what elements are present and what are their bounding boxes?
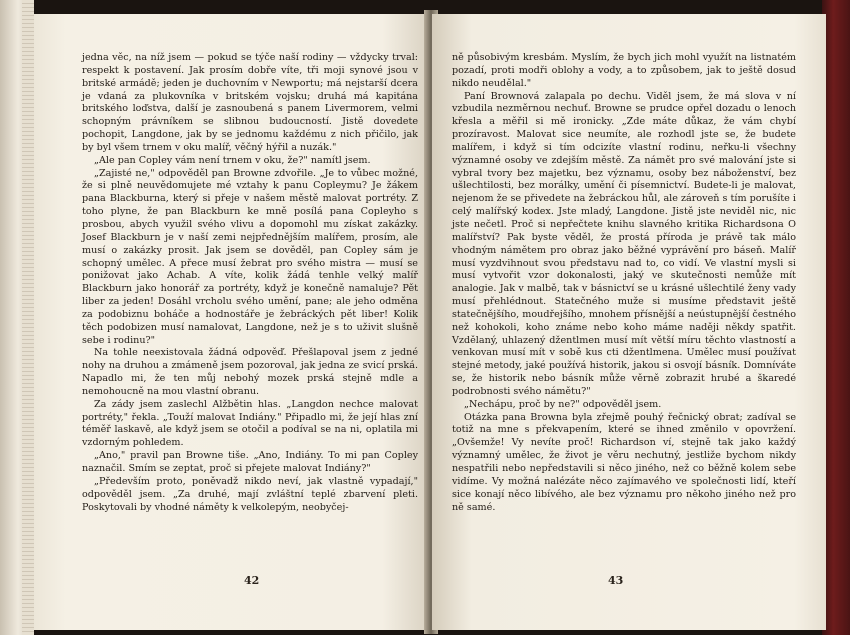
paragraph: „Ale pan Copley vám není trnem v oku, že?" namítl jsem.	[94, 154, 371, 166]
page-number-right: 43	[608, 574, 624, 587]
paragraph: „Nechápu, proč by ne?" odpověděl jsem.	[464, 398, 662, 410]
paragraph: „Zajisté ne," odpověděl pan Browne zdvořile. „Je to vůbec možné, že si plně neuvědomujete mé vztahy k panu Copleymu? Je žákem pana Blackburna, který si přeje v našem městě malovat portréty. Z toho plyne, že pan Blackburn ke mně posílá pana Copleyho s prosbou, abych využil svého vlivu a dopomohl mu získat zakázky. Josef Blackburn je v naší zemi nejpřednějším malířem, prosím, ale musí o zakázky prosit. Jak jsem se dověděl, pan Copley sám je schopný umělec. A přece musí žebrat pro svého mistra — musí se ponižovat jako Achab. A víte, kolik žádá tenhle velký malíř Blackburn jako honorář za portréty, když je konečně namaluje? Pět liber za jeden! Dosáhl vrcholu svého umění, pane; ale jeho odměna za podobiznu boháče a hodnostáře je žebráckých pět liber! Kolik těch podobizen musí namalovat, Langdone, než je s to uživit slušně sebe i rodinu?"	[82, 167, 418, 346]
right-page	[432, 14, 826, 630]
book-cover-right	[822, 0, 850, 635]
paragraph: jedna věc, na níž jsem — pokud se týče naší rodiny — vždycky trval: respekt k postavení. Jak prosím dobře víte, tři moji synové jsou v britské armádě; jeden je duchovním v Newportu; má nejstarší dcera je vdaná za plukovníka v britském vojsku; druhá má kapitána britského loďstva, další je zasnoubená s panem Livermorem, velmi schopným právníkem se slibnou budoucností. Jistě dovedete pochopit, Langdone, jak by se jednomu každému z nich přičilo, jak by byl všem trnem v oku malíř, věčný hýřil a nuzák."	[82, 52, 418, 153]
right-page-text	[452, 52, 796, 514]
paragraph: Na tohle neexistovala žádná odpověď. Přešlapoval jsem z jedné nohy na druhou a zmámeně jsem pozoroval, jak jedna ze svicí prská. Napadlo mi, že ten můj nebohý mozek prská stejně mdle a nemohoucně na mou vlastní obranu.	[82, 347, 418, 397]
paragraph: Paní Brownová zalapala po dechu. Viděl jsem, že má slova v ní vzbudila nezměrnou nechuť. Browne se prudce opřel dozadu o lenoch křesla a měřil si mě ironicky. „Zde máte důkaz, že vám chybí prozíravost. Malovat sice neumíte, ale rozhodl jste se, že budete malířem, i když si tím odcizíte vlastní rodinu, neřku-li všechny významné osoby ve zdejším městě. Za námět pro své malování jste si vybral tvory bez majetku, bez významu, osoby bez náboženství, bez ušlechtilosti, bez morálky, umění či písemnictví. Budete-li je malovat, nejenom že se přivedete na žebráckou hůl, ale zároveň s tím porušíte i celý malířský kodex. Jste mladý, Langdone. Jistě jste neviděl nic, nic jste nečetl. Proč si nepřečtete knihu slavného kritika Richardsona O malířství? Pak byste věděl, že prostá příroda je právě tak málo vhodným námětem pro obraz jako běžné vyprávění pro báseň. Malíř musí vyzdvihnout svou představu nad to, co vidí. Ve vlastní mysli si musí vytvořit vzor dokonalosti, jaký ve skutečnosti nemůže mít analogie. Jak v malbě, tak v básnictví se u krásné ušlechtilé ženy vady musí přehlédnout. Statečného muže si musíme představit ještě statečnějšího, moudřejšího, mnohem přísnější a neústupnější čestného než kohokoli, koho známe nebo koho máme naději někdy spatřit. Vzdělaný, uhlazený džentlmen musí mít větší míru těchto vlastností a venkovan musí mít v sobě kus cti džentlmena. Umělec musí používat stejné metody, jaké používá historik, jakou si osvojí básník. Domníváte se, že historik nebo básník může věrně zobrazit hrubé a škaredé podrobnosti svého námětu?"	[452, 90, 796, 397]
left-page	[34, 14, 430, 630]
page-number-left: 42	[244, 574, 260, 587]
left-page-text	[82, 52, 418, 514]
paragraph: „Ano," pravil pan Browne tiše. „Ano, Indiány. To mi pan Copley naznačil. Smím se zeptat, proč si přejete malovat Indiány?"	[82, 450, 418, 474]
paragraph: Otázka pana Browna byla zřejmě pouhý řečnický obrat; zadíval se totiž na mne s překvapením, které se ihned změnilo v opovržení. „Ovšemže! Vy nevíte proč! Richardson ví, stejně tak jako každý významný umělec, že život je věru nechutný, jestliže bychom nikdy nespatřili nebo nepředstavili si něco jiného, než co běžně kolem sebe vidíme. Vy možná nalézáte něco zajímavého ve společnosti lidí, kteří sice konají něco libívého, ale bez významu pro někoho jiného než pro ně samé.	[452, 411, 796, 513]
page-edges-left	[22, 0, 34, 635]
paragraph: Za zády jsem zaslechl Alžbětin hlas. „Langdon nechce malovat portréty," řekla. „Touží malovat Indiány." Připadlo mi, že její hlas zní téměř laskavě, ale když jsem se otočil a podíval se na ni, oplatila mi vzdorným pohledem.	[82, 398, 418, 449]
paragraph: ně působivým kresbám. Myslím, že bych jich mohl využít na listnatém pozadí, proti modři oblohy a vody, a to způsobem, jak to ještě dosud nikdo neudělal."	[452, 52, 796, 89]
paragraph: „Především proto, poněvadž nikdo neví, jak vlastně vypadají," odpověděl jsem. „Za druhé, mají zvláštní teplé zbarvení pleti. Poskytovali by vhodné náměty k velkolepým, neobyčej-	[82, 475, 418, 513]
